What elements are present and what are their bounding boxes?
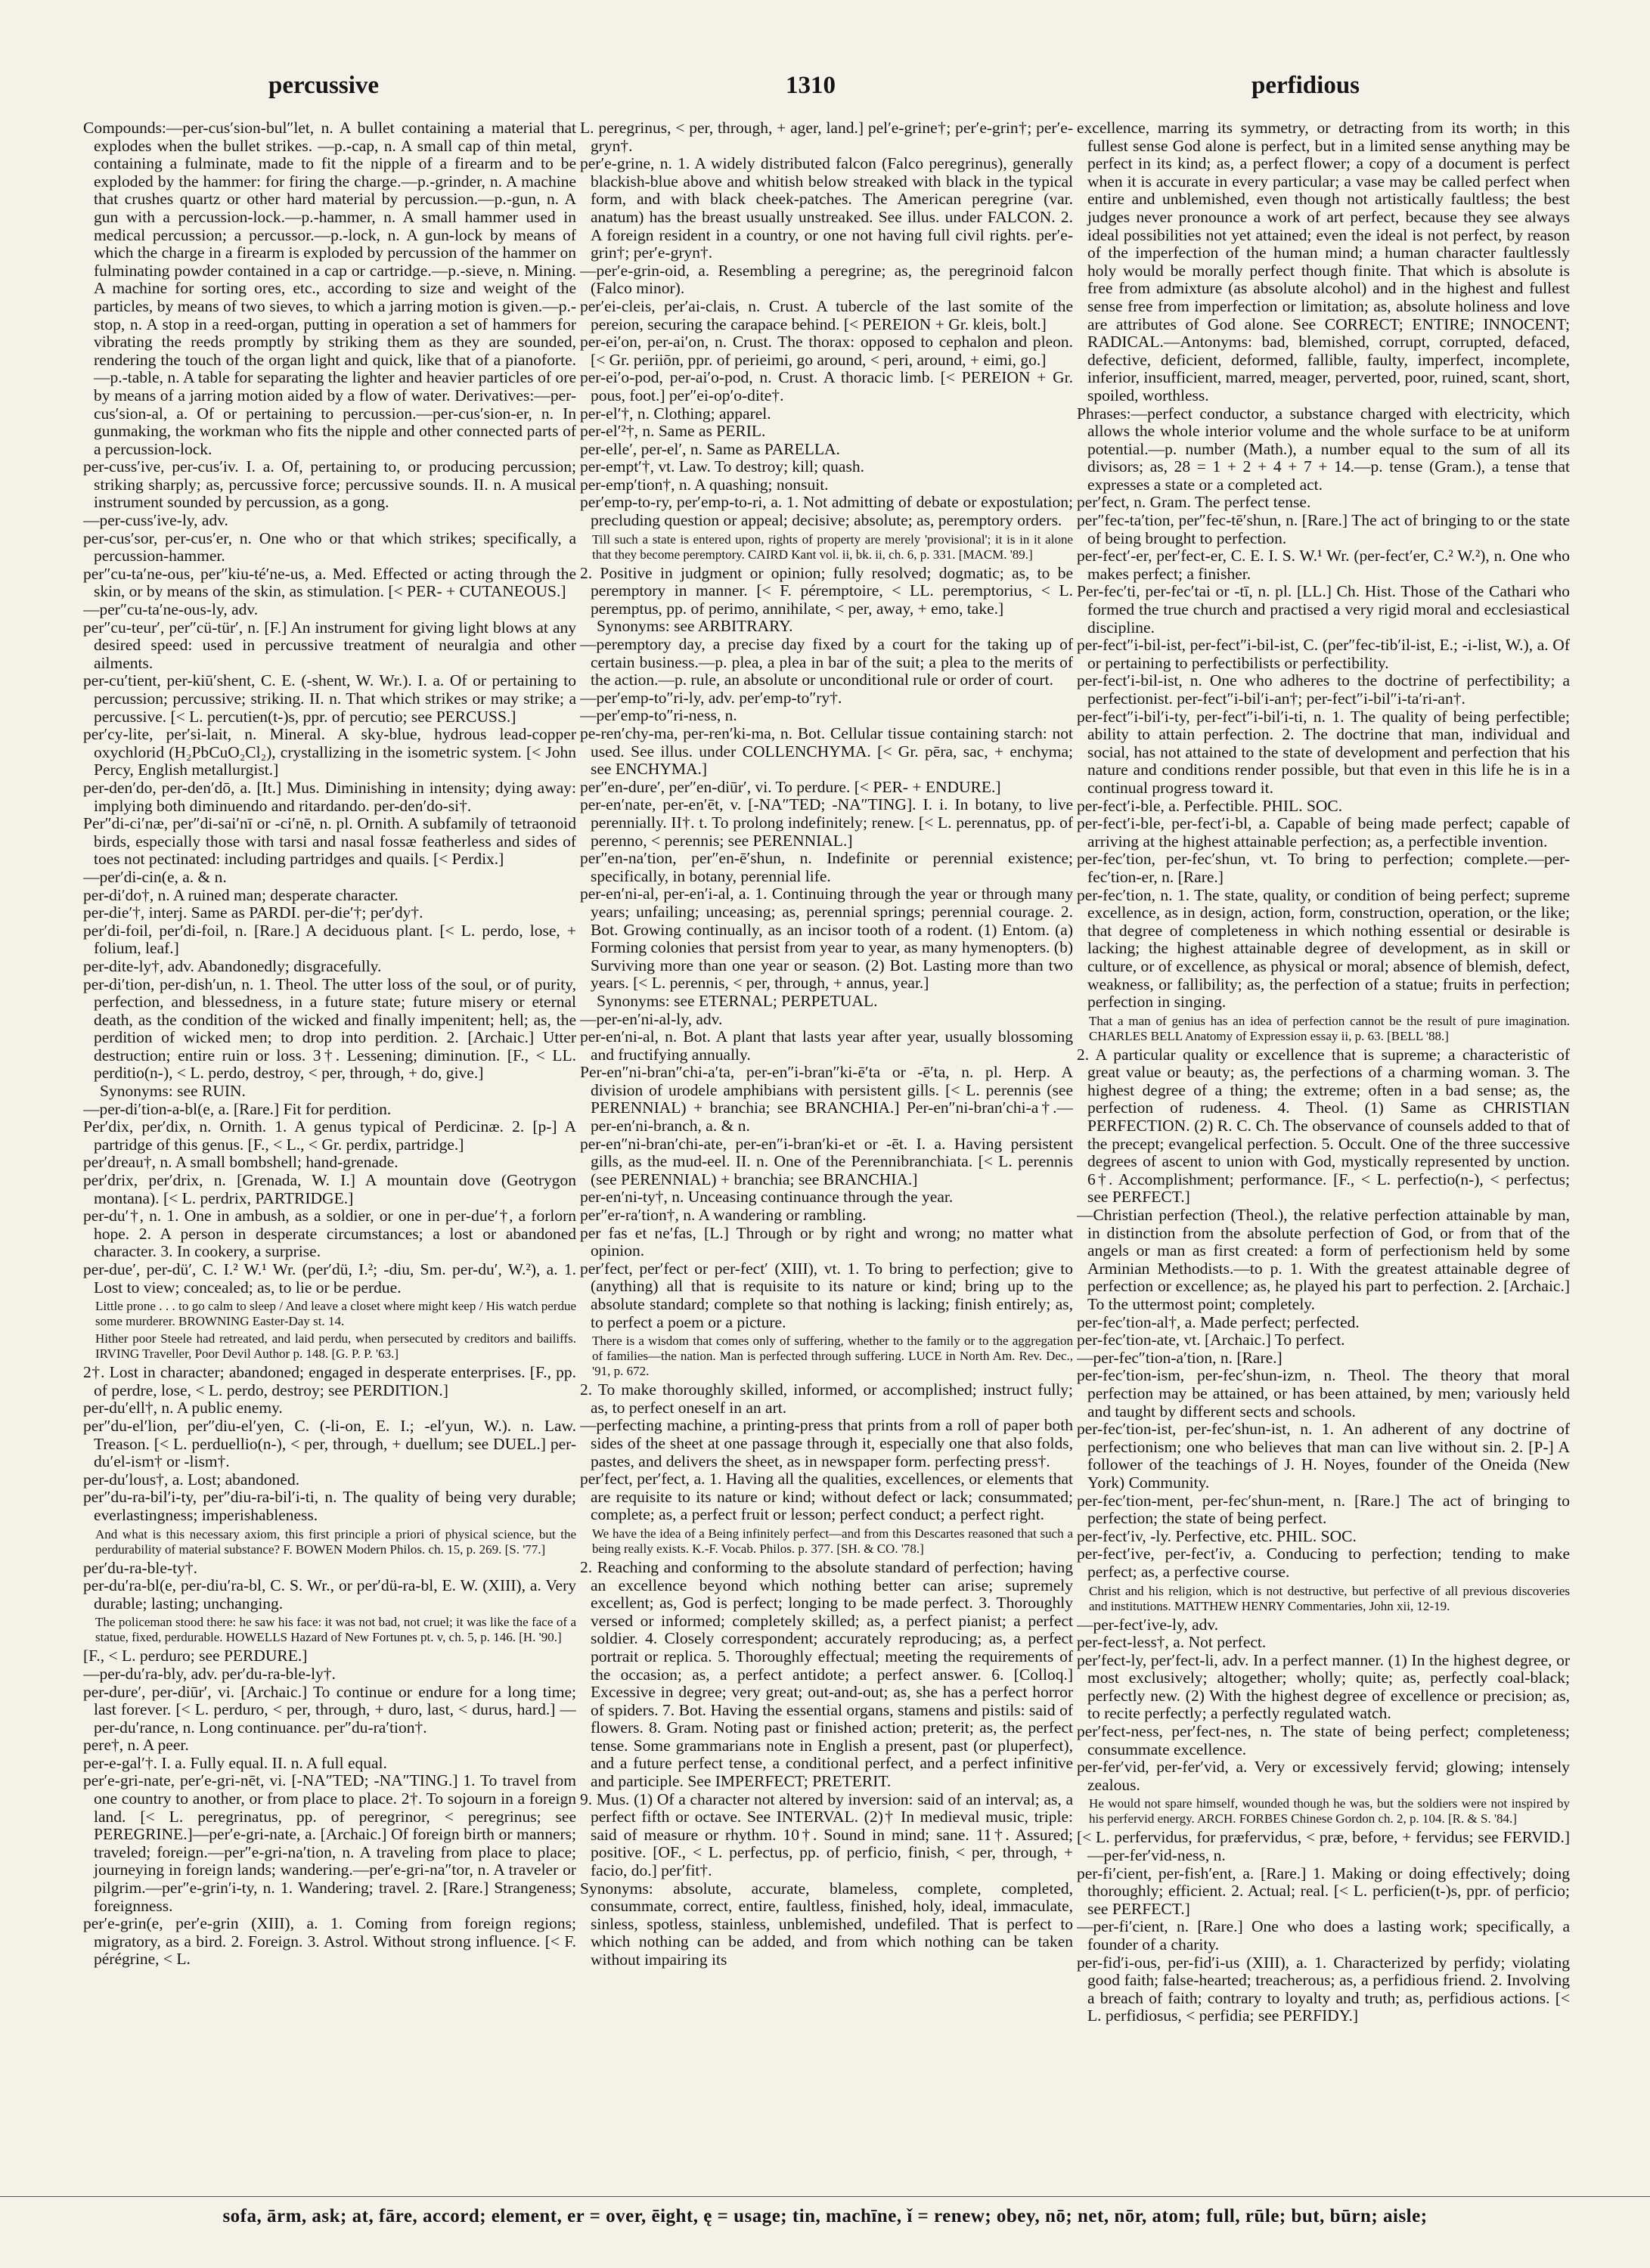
dictionary-entry: L. peregrinus, < per, through, + ager, land.] pel′e-grine†; per′e-grin†; per′e-gryn†.	[580, 119, 1073, 155]
dictionary-entry: per-dite-ly†, adv. Abandonedly; disgracefully.	[83, 956, 382, 975]
dictionary-entry: per-di′do†, n. A ruined man; desperate character.	[83, 885, 399, 904]
dictionary-entry: per-du′ra-bl(e, per-diu′ra-bl, C. S. Wr., or per′dü-ra-bl, E. W. (XIII), a. Very durable; lasting; unchanging.	[83, 1576, 576, 1613]
dictionary-entry: 2. To make thoroughly skilled, informed, or accomplished; instruct fully; as, to perfect oneself in an art.	[580, 1380, 1073, 1417]
dictionary-entry: per″en-dure′, per″en-diūr′, vi. To perdure. [< PER- + ENDURE.]	[580, 777, 1001, 796]
dictionary-entry: Per-en″ni-bran″chi-a′ta, per-en″i-bran″ki-ē′ta or -ē′ta, n. pl. Herp. A division of urodele amphibians with persistent gills. [< L. perennis (see PERENNIAL) + branchia; see BRANCHIA.] Per-en″ni-bran′chi-a†.—per-en′ni-branch, a. & n.	[580, 1063, 1073, 1136]
citation-quote: We have the idea of a Being infinitely perfect—and from this Descartes reasoned that such a being really exists. K.-F. Vocab. Philos. p. 377. [SH. & CO. '78.]	[592, 1526, 1073, 1556]
dictionary-entry: per″fec-ta′tion, per″fec-tē′shun, n. [Rare.] The act of bringing to or the state of being brought to perfection.	[1077, 511, 1570, 547]
citation-quote: And what is this necessary axiom, this first principle a priori of physical science, but the perdurability of material substance? F. BOWEN Modern Philos. ch. 15, p. 269. [S. '77.]	[95, 1526, 576, 1557]
dictionary-entry: per-elle′, per-el′, n. Same as PARELLA.	[580, 439, 840, 458]
citation-quote: That a man of genius has an idea of perfection cannot be the result of pure imagination. CHARLES BELL Anatomy of Expression essay ii, p. 63. [BELL '88.]	[1089, 1013, 1570, 1043]
dictionary-entry: —peremptory day, a precise day fixed by a court for the taking up of certain business.—p. plea, a plea in bar of the suit; a plea to the merits of the action.—p. rule, an absolute or unconditional rule or order of court.	[580, 635, 1073, 689]
dictionary-entry: —per-fect′ive-ly, adv.	[1077, 1615, 1219, 1634]
dictionary-entry: per-fec′tion-ate, vt. [Archaic.] To perfect.	[1077, 1331, 1345, 1349]
dictionary-entry: —per-fi′cient, n. [Rare.] One who does a lasting work; specifically, a founder of a charity.	[1077, 1917, 1570, 1954]
dictionary-entry: per-fect′iv, -ly. Perfective, etc. PHIL. SOC.	[1077, 1526, 1357, 1545]
dictionary-entry: —per-fec″tion-a′tion, n. [Rare.]	[1077, 1348, 1282, 1367]
dictionary-entry: per-en″ni-bran′chi-ate, per-en″i-bran′ki-et or -ēt. I. a. Having persistent gills, as the mud-eel. II. n. One of the Perennibranchiata. [< L. perennis (see PERENNIAL) + branchia; see BRANCHIA.]	[580, 1134, 1073, 1188]
dictionary-entry: per′fect, per′fect, a. 1. Having all the qualities, excellences, or elements that are requisite to its nature or kind; without defect or lack; consummated; complete; as, a perfect fruit or lesson; perfect conduct; a perfect right.	[580, 1470, 1073, 1524]
dictionary-entry: per′drix, per′drix, n. [Grenada, W. I.] A mountain dove (Geotrygon montana). [< L. perdrix, PARTRIDGE.]	[83, 1171, 576, 1207]
dictionary-entry: per-fid′i-ous, per-fid′i-us (XIII), a. 1. Characterized by perfidy; violating good faith; false-hearted; treacherous; as, a perfidious friend. 2. Involving a breach of faith; contrary to loyalty and truth; as, perfidious actions. [< L. perfidiosus, < perfidia; see PERFIDY.]	[1077, 1953, 1570, 2025]
dictionary-entry: per″er-ra′tion†, n. A wandering or rambling.	[580, 1206, 867, 1225]
dictionary-entry: per′cy-lite, per′si-lait, n. Mineral. A sky-blue, hydrous lead-copper oxychlorid (H₂PbCuO₂Cl₂), crystallizing in the isometric system. [< John Percy, English metallurgist.]	[83, 725, 576, 779]
dictionary-entry: per-el′†, n. Clothing; apparel.	[580, 404, 771, 423]
dictionary-entry: per-fect′i-ble, per-fect′i-bl, a. Capable of being made perfect; capable of arriving at the highest attainable perfection; as, a perfectible invention.	[1077, 814, 1570, 850]
dictionary-entry: per-fect″i-bil-ist, per-fect″i-bil-ist, C. (per″fec-tib′il-ist, E.; -i-list, W.), a. Of or pertaining to perfectibilists or perfectibility.	[1077, 636, 1570, 672]
dictionary-entry: —per-cuss′ive-ly, adv.	[83, 511, 228, 530]
dictionary-entry: excellence, marring its symmetry, or detracting from its worth; in this fullest sense God alone is perfect, but in a limited sense anything may be perfect in its kind; as, a perfect flower; a copy of a document is perfect when it is accurate in every particular; a vase may be called perfect when entire and unblemished, even though not artistically faultless; the best judges never pronounce a work of art perfect, because they see always ideal possibilities not yet attained; even the ideal is not perfect, by reason of the imperfection of the human mind; a human character faultlessly holy would be morally perfect though finite. That which is absolute is free from admixture (as absolute alcohol) and in the highest and fullest sense free from imperfection or limitation; as, absolute holiness and love are attributes of God alone. See CORRECT; ENTIRE; INNOCENT; RADICAL.—Antonyms: bad, blemished, corrupt, corrupted, defaced, defective, deficient, deformed, fallible, faulty, imperfect, incomplete, inferior, insufficient, marred, meager, perverted, poor, ruined, scant, short, spoiled, worthless.	[1077, 119, 1570, 404]
citation-quote: He would not spare himself, wounded though he was, but the soldiers were not inspired by his perfervid energy. ARCH. FORBES Chinese Gordon ch. 2, p. 104. [R. & S. '84.]	[1089, 1796, 1570, 1826]
dictionary-entry: Per′dix, per′dix, n. Ornith. 1. A genus typical of Perdicinæ. 2. [p-] A partridge of this genus. [F., < L., < Gr. perdix, partridge.]	[83, 1117, 576, 1154]
dictionary-entry: per-due′, per-dü′, C. I.² W.¹ Wr. (per′dü, I.²; -diu, Sm. per-du′, W.²), a. 1. Lost to view; concealed; as, to lie or be perdue.	[83, 1260, 576, 1297]
dictionary-entry: per-die′†, interj. Same as PARDI. per-die′†; per′dy†.	[83, 903, 423, 922]
dictionary-entry: per-fect′i-ble, a. Perfectible. PHIL. SOC.	[1077, 796, 1343, 815]
dictionary-entry: per-dure′, per-diūr′, vi. [Archaic.] To continue or endure for a long time; last forever. [< L. perduro, < per, through, + duro, last, < durus, hard.] —per-du′rance, n. Long continuance. per″du-ra′tion†.	[83, 1682, 576, 1737]
pronunciation-key-footer: sofa, ārm, ask; at, fāre, accord; element, er = over, ēight, ę = usage; tin, machīne, ǐ = renew; obey, nō; net, nōr, atom; full, rūle; but, būrn; aisle;	[0, 2196, 1650, 2242]
dictionary-entry: pe-ren′chy-ma, per-ren′ki-ma, n. Bot. Cellular tissue containing starch: not used. See illus. under COLLENCHYMA. [< Gr. pēra, sac, + enchyma; see ENCHYMA.]	[580, 724, 1073, 779]
column-2	[580, 119, 1073, 2191]
dictionary-entry: —per′emp-to″ri-ness, n.	[580, 706, 737, 725]
dictionary-entry: per-cuss′ive, per-cus′iv. I. a. Of, pertaining to, or producing percussion; striking sharply; as, percussive force; percussive sounds. II. n. A musical instrument sounded by percussion, as a gong.	[83, 457, 576, 512]
dictionary-entry: per-di′tion, per-dish′un, n. 1. Theol. The utter loss of the soul, or of purity, perfection, and blessedness, in a future state; future misery or eternal death, as the condition of the wicked and finally impenitent; hell; as, the perdition of wicked men; to drop into perdition. 2. [Archaic.] Utter destruction; entire ruin or loss. 3†. Lessening; diminution. [F., < LL. perditio(n-), < L. perdo, destroy, < per, through, + do, give.]	[83, 974, 576, 1083]
dictionary-entry: per″cu-teur′, per″cü-tür′, n. [F.] An instrument for giving light blows at any desired speed: used in percussive treatment of neuralgia and other ailments.	[83, 618, 576, 672]
dictionary-entry: per-fec′tion-al†, a. Made perfect; perfected.	[1077, 1312, 1360, 1331]
column-1	[83, 119, 576, 2191]
dictionary-entry: per″cu-ta′ne-ous, per″kiu-té′ne-us, a. Med. Effected or acting through the skin, or by means of the skin, as stimulation. [< PER- + CUTANEOUS.]	[83, 564, 576, 601]
dictionary-entry: 2. A particular quality or excellence that is supreme; a characteristic of great value or beauty; as, the perfections of a charming woman. 3. The highest degree of a thing; the extreme; often in a bad sense; as, the perfection of rudeness. 4. Theol. (1) Same as CHRISTIAN PERFECTION. (2) R. C. Ch. The observance of counsels added to that of the precept; evangelical perfection. 5. Occult. One of the three successive degrees of ascent to union with God, mystically represented by unction. 6†. Accomplishment; performance. [F., < L. perfectio(n-), < perfectus; see PERFECT.]	[1077, 1045, 1570, 1207]
dictionary-entry: per-ei′o-pod, per-ai′o-pod, n. Crust. A thoracic limb. [< PEREION + Gr. pous, foot.] per″ei-op′o-dite†.	[580, 368, 1073, 404]
dictionary-entry: Per″di-ci′næ, per″di-sai′nī or -ci′nē, n. pl. Ornith. A subfamily of tetraonoid birds, especially those with tarsi and nasal fossæ featherless and sides of toes not pectinated: including partridges and quails. [< Perdix.]	[83, 814, 576, 869]
dictionary-entry: per-empt′†, vt. Law. To destroy; kill; quash.	[580, 457, 864, 476]
dictionary-entry: per′ei-cleis, per′ai-clais, n. Crust. A tubercle of the last somite of the pereion, securing the carapace behind. [< PEREION + Gr. kleis, bolt.]	[580, 296, 1073, 333]
dictionary-entry: —per′emp-to″ri-ly, adv. per′emp-to″ry†.	[580, 688, 842, 707]
page-number: 1310	[786, 72, 836, 99]
dictionary-entry: per-fi′cient, per-fish′ent, a. [Rare.] 1. Making or doing effectively; doing thoroughly; efficient. 2. Actual; real. [< L. perficien(t-)s, ppr. of perficio; see PERFECT.]	[1077, 1864, 1570, 1918]
dictionary-entry: —per-en′ni-al-ly, adv.	[580, 1009, 723, 1028]
dictionary-entry: 2†. Lost in character; abandoned; engaged in desperate enterprises. [F., pp. of perdre, lose, < L. perdo, destroy; see PERDITION.]	[83, 1363, 576, 1399]
dictionary-entry: per-fect″i-bil′i-ty, per-fect″i-bil′i-ti, n. 1. The quality of being perfectible; ability to attain perfection. 2. The doctrine that man, individual and social, has not attained to the state of development and perfection that his nature and conditions render possible, but that even in this life he is in a continual progress toward it.	[1077, 707, 1570, 797]
dictionary-entry: per′e-gri-nate, per′e-gri-nēt, vi. [-NA″TED; -NA″TING.] 1. To travel from one country to another, or from place to place. 2†. To sojourn in a foreign land. [< L. peregrinatus, pp. of peregrinor, < peregrinus; see PEREGRINE.]—per′e-gri-nate, a. [Archaic.] Of foreign birth or manners; traveled; foreign.—per″e-gri-na′tion, n. A traveling from place to place; journeying in foreign lands; wandering.—per′e-gri-na″tor, n. A traveler or pilgrim.—per″e-grin′i-ty, n. 1. Wandering; travel. 2. [Rare.] Strangeness; foreignness.	[83, 1771, 576, 1915]
dictionary-entry: —perfecting machine, a printing-press that prints from a roll of paper both sides of the sheet at one passage through it, especially one that also folds, pastes, and delivers the sheet, as in newspaper form. perfecting press†.	[580, 1416, 1073, 1470]
dictionary-entry: per-cus′sor, per-cus′er, n. One who or that which strikes; specifically, a percussion-hammer.	[83, 528, 576, 565]
dictionary-entry: per′e-grin(e, per′e-grin (XIII), a. 1. Coming from foreign regions; migratory, as a bird. 2. Foreign. 3. Astrol. Without strong influence. [< F. pérégrine, < L.	[83, 1914, 576, 1969]
dictionary-entry: per′fect, n. Gram. The perfect tense.	[1077, 493, 1311, 512]
dictionary-entry: [< L. perfervidus, for præfervidus, < præ, before, + fervidus; see FERVID.]—per-fer′vid-ness, n.	[1077, 1828, 1570, 1865]
citation-quote: Christ and his religion, which is not destructive, but perfective of all previous discoveries and institutions. MATTHEW HENRY Commentaries, John xii, 12-19.	[1089, 1583, 1570, 1613]
dictionary-entry: per″du-ra-bil′i-ty, per″diu-ra-bil′i-ti, n. The quality of being very durable; everlastingness; imperishableness.	[83, 1488, 576, 1524]
dictionary-entry: per′fect-ness, per′fect-nes, n. The state of being perfect; completeness; consummate excellence.	[1077, 1722, 1570, 1758]
dictionary-entry: per″en-na′tion, per″en-ē′shun, n. Indefinite or perennial existence; specifically, in botany, perennial life.	[580, 849, 1073, 885]
dictionary-entry: per-en′ni-al, n. Bot. A plant that lasts year after year, usually blossoming and fructifying annually.	[580, 1027, 1073, 1064]
dictionary-entry: per-fect′i-bil-ist, n. One who adheres to the doctrine of perfectibility; a perfectionist. per-fect″i-bil′i-an†; per-fect″i-bil″i-ta′ri-an†.	[1077, 671, 1570, 708]
dictionary-entry: per-du′lous†, a. Lost; abandoned.	[83, 1470, 300, 1489]
left-guideword: percussive	[268, 72, 380, 99]
dictionary-entry: [F., < L. perduro; see PERDURE.]	[83, 1647, 308, 1665]
dictionary-entry: Synonyms: see ARBITRARY.	[597, 617, 793, 636]
dictionary-entry: per′di-foil, per′di-foil, n. [Rare.] A deciduous plant. [< L. perdo, lose, + folium, leaf.]	[83, 921, 576, 958]
dictionary-entry: per fas et ne′fas, [L.] Through or by right and wrong; no matter what opinion.	[580, 1223, 1073, 1260]
dictionary-entry: 2. Positive in judgment or opinion; fully resolved; dogmatic; as, to be peremptory in manner. [< F. péremptoire, < LL. peremptorius, < L. peremptus, pp. of perimo, annihilate, < per, away, + emo, take.]	[580, 563, 1073, 618]
dictionary-entry: Synonyms: see RUIN.	[100, 1082, 246, 1101]
dictionary-entry: per-fec′tion-ment, per-fec′shun-ment, n. [Rare.] The act of bringing to perfection; the state of being perfect.	[1077, 1491, 1570, 1528]
dictionary-entry: 9. Mus. (1) Of a character not altered by inversion: said of an interval; as, a perfect fifth or octave. See INTERVAL. (2)† In medieval music, triple: said of measure or rhythm. 10†. Sound in mind; sane. 11†. Assured; positive. [OF., < L. perfectus, pp. of perficio, finish, < per, through, + facio, do.] per′fit†.	[580, 1789, 1073, 1880]
entry-columns	[83, 119, 1570, 2191]
dictionary-entry: Per-fec′ti, per-fec′tai or -tī, n. pl. [LL.] Ch. Hist. Those of the Cathari who formed the true church and practised a very rigid moral and ecclesiastical discipline.	[1077, 582, 1570, 637]
dictionary-entry: —per″cu-ta′ne-ous-ly, adv.	[83, 600, 259, 619]
dictionary-entry: per-ei′on, per-ai′on, n. Crust. The thorax: opposed to cephalon and pleon. [< Gr. periiōn, ppr. of perieimi, go around, < peri, around, + eimi, go.]	[580, 333, 1073, 369]
dictionary-entry: per-e-gal′†. I. a. Fully equal. II. n. A full equal.	[83, 1753, 387, 1772]
column-3	[1077, 119, 1570, 2191]
dictionary-entry: per′emp-to-ry, per′emp-to-ri, a. 1. Not admitting of debate or expostulation; precluding question or appeal; decisive; absolute; as, peremptory orders.	[580, 493, 1073, 530]
dictionary-entry: —per-di′tion-a-bl(e, a. [Rare.] Fit for perdition.	[83, 1099, 392, 1118]
dictionary-entry: per-en′ni-ty†, n. Unceasing continuance through the year.	[580, 1188, 954, 1207]
dictionary-entry: per-fect′ive, per-fect′iv, a. Conducing to perfection; tending to make perfect; as, a perfective course.	[1077, 1545, 1570, 1581]
dictionary-entry: Phrases:—perfect conductor, a substance charged with electricity, which allows the whole interior volume and the whole surface to be at uniform potential.—p. number (Math.), a number equal to the sum of all its divisors; as, 28 = 1 + 2 + 4 + 7 + 14.—p. tense (Gram.), a tense that expresses a state or a completed act.	[1077, 404, 1570, 494]
dictionary-entry: per-emp′tion†, n. A quashing; nonsuit.	[580, 475, 829, 494]
dictionary-entry: per-du′ell†, n. A public enemy.	[83, 1399, 283, 1418]
dictionary-entry: —per′di-cin(e, a. & n.	[83, 867, 227, 886]
dictionary-entry: per-du′†, n. 1. One in ambush, as a soldier, or one in per-due′†, a forlorn hope. 2. A person in desperate circumstances; a lost or abandoned character. 3. In cookery, a surprise.	[83, 1207, 576, 1261]
dictionary-entry: per′dreau†, n. A small bombshell; hand-grenade.	[83, 1153, 399, 1172]
dictionary-entry: —per′e-grin-oid, a. Resembling a peregrine; as, the peregrinoid falcon (Falco minor).	[580, 261, 1073, 298]
dictionary-entry: —Christian perfection (Theol.), the relative perfection attainable by man, in distinction from the absolute perfection of God, or from that of the angels or man as first created: a form of perfectionism held by some Arminian Methodists.—to p. 1. With the greatest attainable degree of perfection or excellence; as, he played his part to perfection. 2. [Archaic.] To the uttermost point; completely.	[1077, 1206, 1570, 1313]
citation-quote: Hither poor Steele had retreated, and laid perdu, when persecuted by creditors and bailiffs. IRVING Traveller, Poor Devil Author p. 148. [G. P. P. '63.]	[95, 1331, 576, 1362]
citation-quote: There is a wisdom that comes only of suffering, whether to the family or to the aggregation of families—the nation. Man is perfected through suffering. LUCE in North Am. Rev. Dec., '91, p. 672.	[592, 1334, 1073, 1379]
dictionary-entry: per-fec′tion-ism, per-fec′shun-izm, n. Theol. The theory that moral perfection may be attained, or has been attained, by men; variously held and taught by different sects and schools.	[1077, 1366, 1570, 1421]
dictionary-entry: per-fec′tion, per-fec′shun, vt. To bring to perfection; complete.—per-fec′tion-er, n. [Rare.]	[1077, 850, 1570, 886]
dictionary-entry: Synonyms: see ETERNAL; PERPETUAL.	[597, 991, 878, 1010]
dictionary-entry: per′du-ra-ble-ty†.	[83, 1558, 197, 1577]
dictionary-entry: per-en′nate, per-en′ēt, v. [-NA″TED; -NA″TING]. I. i. In botany, to live perennially. II†. t. To prolong indefinitely; renew. [< L. perennatus, pp. of perenno, < perennis; see PERENNIAL.]	[580, 795, 1073, 850]
dictionary-entry: per-fect-less†, a. Not perfect.	[1077, 1633, 1267, 1652]
page-header	[0, 72, 1650, 117]
dictionary-entry: per′fect, per′fect or per-fect′ (XIII), vt. 1. To bring to perfection; give to (anything) all that is requisite to its nature or kind; bring up to the absolute standard; complete so that nothing is lacking; finish entirely; as, to perfect a poem or a picture.	[580, 1259, 1073, 1331]
citation-quote: Till such a state is entered upon, rights of property are merely 'provisional'; it is in it alone that they become peremptory. CAIRD Kant vol. ii, bk. ii, ch. 6, p. 331. [MACM. '89.]	[592, 531, 1073, 562]
dictionary-entry: per-el′²†, n. Same as PERIL.	[580, 422, 766, 441]
dictionary-entry: —per-du′ra-bly, adv. per′du-ra-ble-ly†.	[83, 1664, 336, 1683]
dictionary-entry: Synonyms: absolute, accurate, blameless, complete, completed, consummate, correct, entire, faultless, finished, holy, ideal, immaculate, sinless, spotless, stainless, unblemished, undefiled. That is perfect to which nothing can be added, and from which nothing can be taken without impairing its	[580, 1879, 1073, 1969]
dictionary-entry: per-cu′tient, per-kiū′shent, C. E. (-shent, W. Wr.). I. a. Of or pertaining to percussion; percussive; striking. II. n. That which strikes or may strike; a percussive. [< L. percutien(t-)s, ppr. of percutio; see PERCUSS.]	[83, 671, 576, 726]
right-guideword: perfidious	[1251, 72, 1360, 99]
dictionary-entry: Compounds:—per-cus′sion-bul″let, n. A bullet containing a material that explodes when the bullet strikes. —p.-cap, n. A small cap of thin metal, containing a fulminate, made to fit the nipple of a firearm and to be exploded by the hammer: for firing the charge.—p.-grinder, n. A machine that crushes quartz or other hard material by percussion.—p.-gun, n. A gun with a percussion-lock.—p.-hammer, n. A small hammer used in medical percussion; a percussor.—p.-lock, n. A gun-lock by means of which the charge in a firearm is exploded by percussion of the hammer on fulminating powder contained in a cap or cartridge.—p.-sieve, n. Mining. A machine for sorting ores, etc., according to size and weight of the particles, by means of two sieves, to which a jarring motion is given.—p.-stop, n. A stop in a reed-organ, putting in operation a set of hammers for vibrating the reeds promptly by striking them as they are sounded, rendering the touch of the organ light and quick, like that of a pianoforte.—p.-table, n. A table for separating the lighter and heavier particles of ore by means of a jarring motion aided by a flow of water. Derivatives:—per-cus′sion-al, a. Of or pertaining to percussion.—per-cus′sion-er, n. In gunmaking, the workman who fits the nipple and other connected parts of a percussion-lock.	[83, 119, 576, 458]
dictionary-entry: per″du-el′lion, per″diu-el′yen, C. (-li-on, E. I.; -el′yun, W.). n. Law. Treason. [< L. perduellio(n-), < per, through, + duellum; see DUEL.] per-du′el-ism† or -lism†.	[83, 1416, 576, 1471]
dictionary-entry: per-en′ni-al, per-en′i-al, a. 1. Continuing through the year or through many years; unfailing; unceasing; as, perennial springs; perennial courage. 2. Bot. Growing continually, as an incisor tooth of a rodent. (1) Entom. (a) Forming colonies that persist from year to year, as many hymenopters. (b) Surviving more than one year or season. (2) Bot. Lasting more than two years. [< L. perennis, < per, through, + annus, year.]	[580, 885, 1073, 993]
dictionary-entry: per′e-grine, n. 1. A widely distributed falcon (Falco peregrinus), generally blackish-blue above and whitish below streaked with black in the typical form, and with black cheek-patches. The American peregrine (var. anatum) has the breast usually unstreaked. See illus. under FALCON. 2. A foreign resident in a country, or one not having full civil rights. per′e-grin†; per′e-gryn†.	[580, 154, 1073, 262]
dictionary-entry: per-fect′-er, per′fect-er, C. E. I. S. W.¹ Wr. (per-fect′er, C.² W.²), n. One who makes perfect; a finisher.	[1077, 547, 1570, 583]
citation-quote: Little prone . . . to go calm to sleep / And leave a closet where might keep / His watch perdue some murderer. BROWNING Easter-Day st. 14.	[95, 1299, 576, 1329]
dictionary-entry: per-fec′tion-ist, per-fec′shun-ist, n. 1. An adherent of any doctrine of perfectionism; one who believes that man can live without sin. 2. [P-] A follower of the teachings of J. H. Noyes, founder of the Oneida (New York) Community.	[1077, 1420, 1570, 1492]
dictionary-entry: per-den′do, per-den′dō, a. [It.] Mus. Diminishing in intensity; dying away: implying both diminuendo and ritardando. per-den′do-si†.	[83, 778, 576, 815]
dictionary-entry: per-fec′tion, n. 1. The state, quality, or condition of being perfect; supreme excellence, as in design, action, form, construction, operation, or the like; that degree of completeness in which nothing essential or desirable is lacking; the highest attainable degree of development, as in skill or culture, or of excellence, as physical or moral; absence of blemish, defect, weakness, or fallibility; as, the perfection of a statue; fruits in perfection; perfection in singing.	[1077, 885, 1570, 1012]
dictionary-entry: per-fer′vid, per-fer′vid, a. Very or excessively fervid; glowing; intensely zealous.	[1077, 1758, 1570, 1794]
dictionary-entry: pere†, n. A peer.	[83, 1736, 189, 1755]
dictionary-entry: per′fect-ly, per′fect-li, adv. In a perfect manner. (1) In the highest degree, or most exclusively; altogether; wholly; quite; as, perfectly coal-black; perfectly new. (2) With the highest degree of excellence or precision; as, to recite perfectly; a perfectly regulated watch.	[1077, 1650, 1570, 1723]
dictionary-entry: 2. Reaching and conforming to the absolute standard of perfection; having an excellence beyond which nothing better can arise; supremely excellent; as, God is perfect; longing to be made perfect. 3. Thoroughly versed or informed; completely skilled; as, a perfect pianist; a perfect soldier. 4. Closely correspondent; accurately reproducing; as, a perfect portrait or replica. 5. Thoroughly effectual; meeting the requirements of the occasion; as, a perfect antidote; a perfect answer. 6. [Colloq.] Excessive in degree; very great; out-and-out; as, she has a perfect horror of spiders. 7. Bot. Having the essential organs, stamens and pistils: said of flowers. 8. Gram. Noting past or finished action; preterit; as, the perfect tense. Some grammarians note in English a present, past (or pluperfect), and a future perfect tense, a conditional perfect, and a perfect infinitive and participle. See IMPERFECT; PRETERIT.	[580, 1557, 1073, 1791]
citation-quote: The policeman stood there: he saw his face: it was not bad, not cruel; it was like the face of a statue, fixed, perdurable. HOWELLS Hazard of New Fortunes pt. v, ch. 5, p. 146. [H. '90.]	[95, 1615, 576, 1645]
